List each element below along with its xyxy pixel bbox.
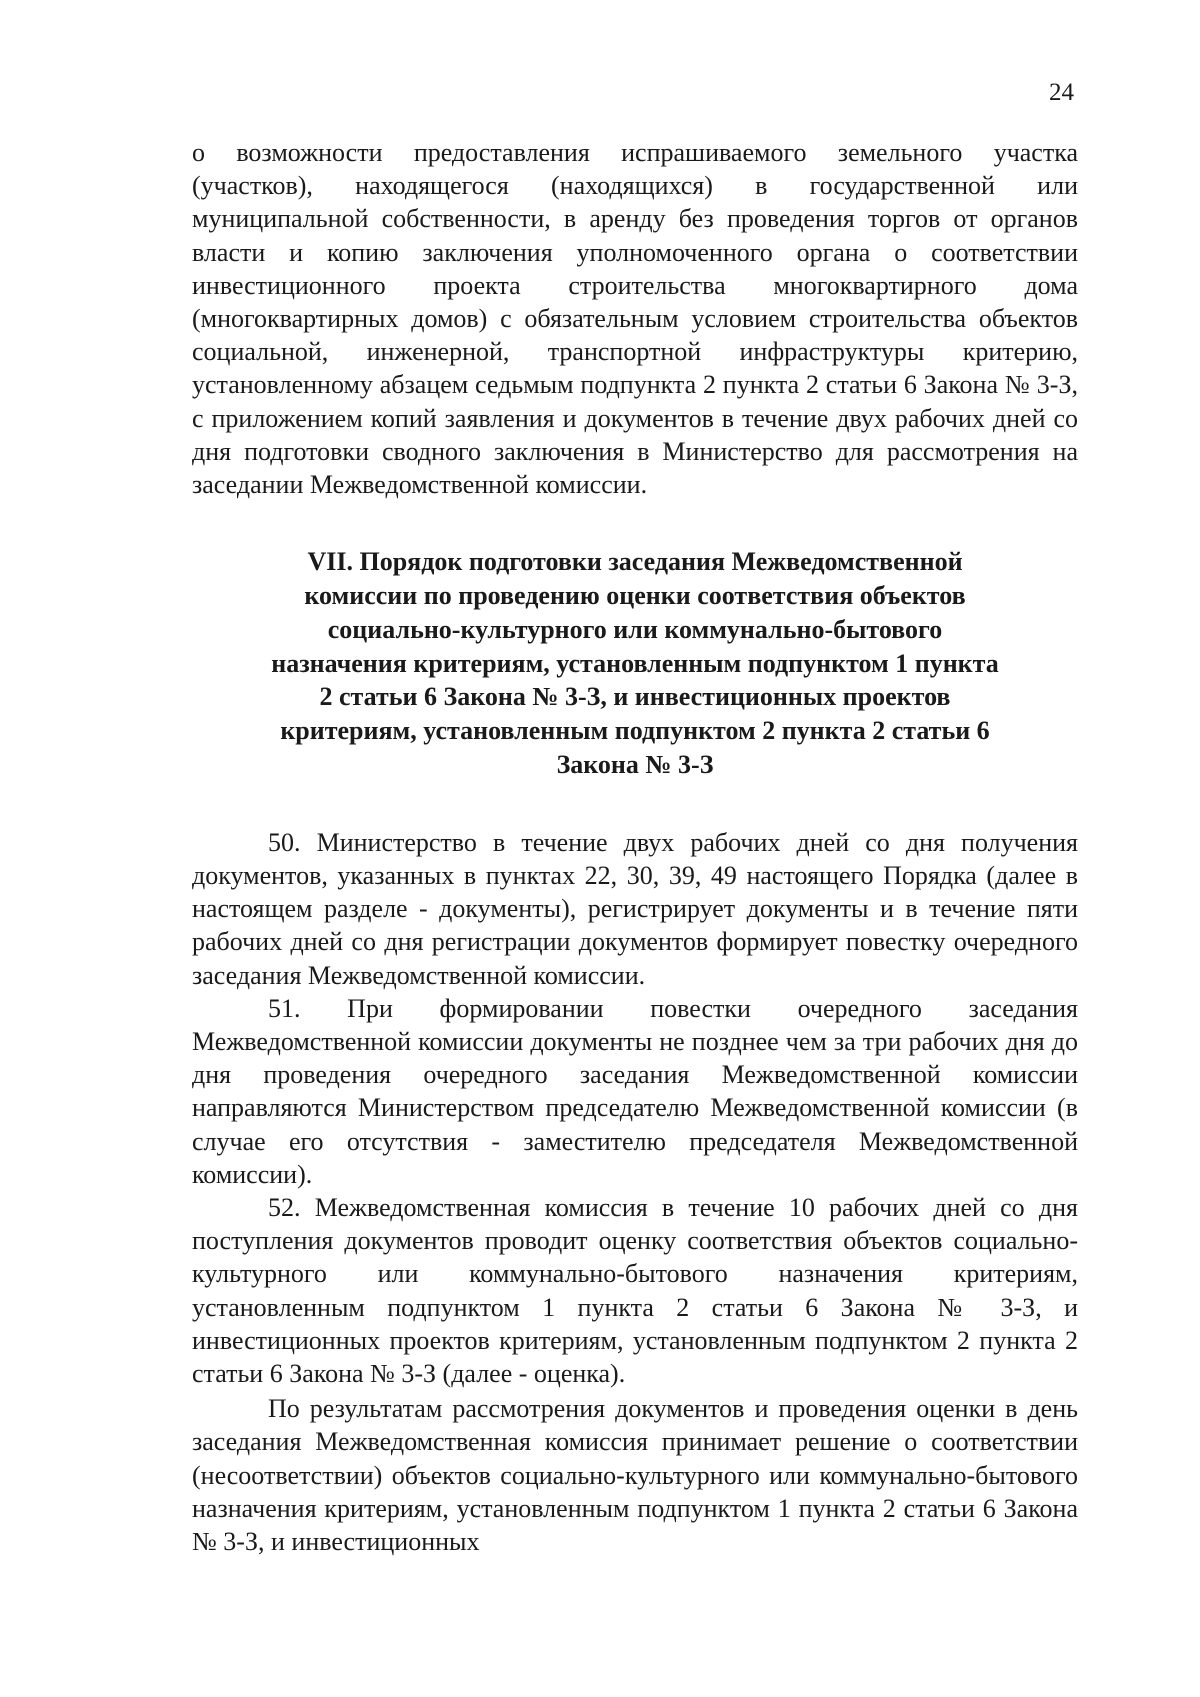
paragraph-51: 51. При формировании повестки очередного заседания Межведомственной комиссии документы не позднее чем за три рабочих дня до дня проведения очередного заседания Межведомственной комиссии направляются Министерством председателю Межведомственной комиссии (в случае его отсутствия - заместителю председателя Межведомственной комиссии). — [192, 993, 1078, 1189]
paragraph-results: По результатам рассмотрения документов и проведения оценки в день заседания Межведомственная комиссия принимает решение о соответствии (несоответствии) объектов социально-культурного или коммунально-бытового назначения критериям, установленным подпунктом 1 пункта 2 статьи 6 Закона № 3-З, и инвестиционных — [192, 1394, 1078, 1557]
document-body — [192, 74, 1078, 1558]
page-number: 24 — [1049, 79, 1074, 106]
paragraph-50: 50. Министерство в течение двух рабочих дней со дня получения документов, указанных в пунктах 22, 30, 39, 49 настоящего Порядка (далее в настоящем разделе - документы), регистрирует документы и в течение пяти рабочих дней со дня регистрации документов формирует повестку очередного заседания Межведомственной комиссии. — [192, 827, 1078, 990]
paragraph-52: 52. Межведомственная комиссия в течение 10 рабочих дней со дня поступления документов проводит оценку соответствия объектов социально-культурного или коммунально-бытового назначения критериям, установленным подпунктом 1 пункта 2 статьи 6 Закона № 3-З, и инвестиционных проектов критериям, установленным подпунктом 2 пункта 2 статьи 6 Закона № 3-З (далее - оценка). — [192, 1193, 1078, 1389]
section-heading: VII. Порядок подготовки заседания Межведомственной комиссии по проведению оценки соответствия объектов социально-культурного или коммунально-бытового назначения критериям, установленным подпунктом 1 пункта 2 статьи 6 Закона № 3-З, и инвестиционных проектов критериям, установленным подпунктом 2 пункта 2 статьи 6 Закона № 3-З — [271, 547, 999, 780]
intro-paragraph: о возможности предоставления испрашиваемого земельного участка (участков), находящегося (находящихся) в государственной или муниципальной собственности, в аренду без проведения торгов от органов власти и копию заключения уполномоченного органа о соответствии инвестиционного проекта строительства многоквартирного дома (многоквартирных домов) с обязательным условием строительства объектов социальной, инженерной, транспортной инфраструктуры критерию, установленному абзацем седьмым подпункта 2 пункта 2 статьи 6 Закона № 3-З, с приложением копий заявления и документов в течение двух рабочих дней со дня подготовки сводного заключения в Министерство для рассмотрения на заседании Межведомственной комиссии. — [192, 138, 1078, 500]
